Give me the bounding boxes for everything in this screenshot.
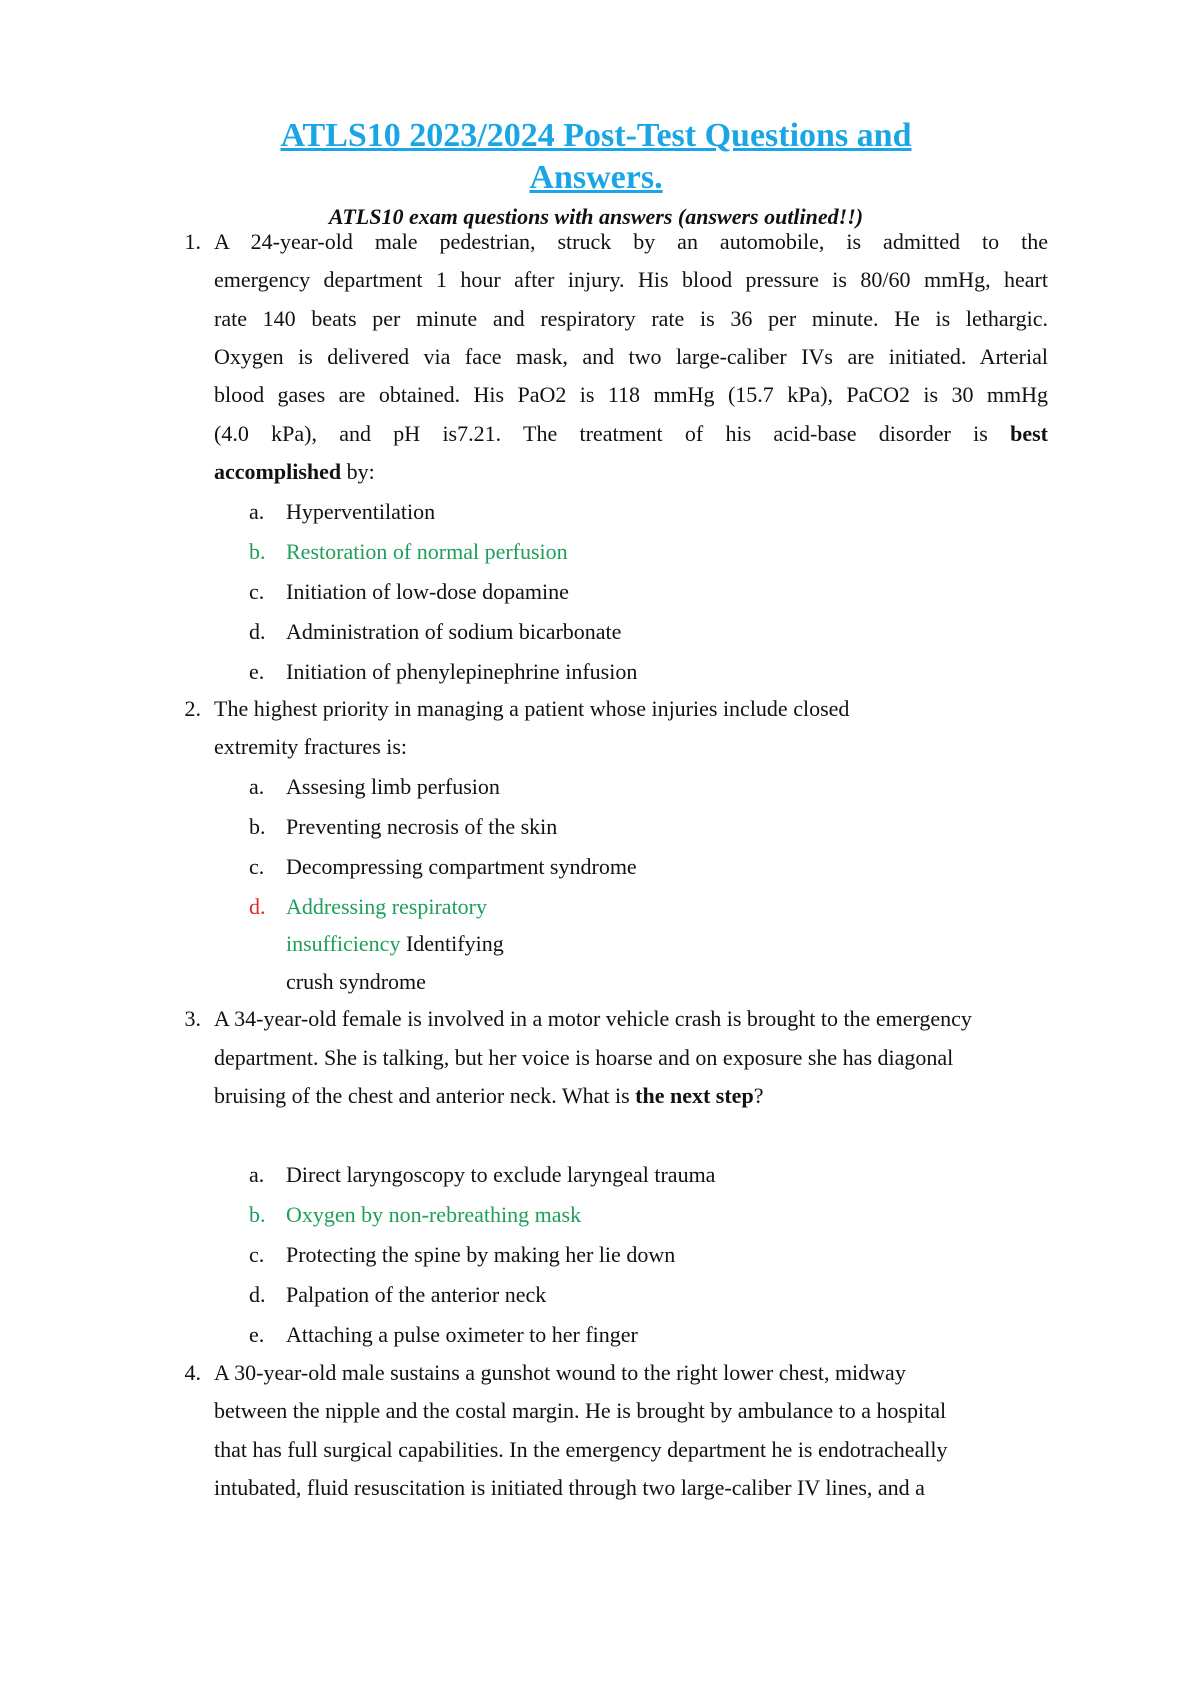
- option-letter: e.: [249, 659, 265, 684]
- question-number: 3.: [184, 1006, 201, 1031]
- option-letter: a.: [249, 1162, 265, 1187]
- option-text: Hyperventilation: [286, 499, 436, 524]
- option-text: Palpation of the anterior neck: [286, 1282, 547, 1307]
- document-subtitle: ATLS10 exam questions with answers (answers outlined!!): [328, 204, 864, 229]
- option-text: Assesing limb perfusion: [286, 774, 500, 799]
- question-text-line: rate 140 beats per minute and respiratory rate is 36 per minute. He is lethargic.: [214, 306, 1048, 331]
- question-text-line: department. She is talking, but her voice is hoarse and on exposure she has diagonal: [214, 1045, 954, 1070]
- option-letter: d.: [249, 1282, 266, 1307]
- emphasis-text: the next step: [635, 1083, 754, 1108]
- option-text-correct: Restoration of normal perfusion: [286, 539, 568, 564]
- question-text-span: bruising of the chest and anterior neck. What is: [214, 1083, 630, 1108]
- option-text: Direct laryngoscopy to exclude laryngeal trauma: [286, 1162, 716, 1187]
- option-text-correct: Oxygen by non-rebreathing mask: [286, 1202, 582, 1227]
- document-title: [0, 115, 1192, 199]
- question-text-line: A 30-year-old male sustains a gunshot wound to the right lower chest, midway: [214, 1360, 906, 1385]
- question-text-line: The highest priority in managing a patient whose injuries include closed: [214, 696, 850, 721]
- question-text-line: that has full surgical capabilities. In the emergency department he is endotracheally: [214, 1437, 948, 1462]
- option-letter-marked: d.: [249, 894, 266, 919]
- option-letter: a.: [249, 774, 265, 799]
- option-letter: c.: [249, 1242, 265, 1267]
- option-letter: d.: [249, 619, 266, 644]
- option-letter-correct: b.: [249, 1202, 266, 1227]
- question-text-line: emergency department 1 hour after injury. His blood pressure is 80/60 mmHg, heart: [214, 267, 1048, 292]
- question-text-line: extremity fractures is:: [214, 734, 408, 759]
- emphasis-text: best: [1010, 421, 1049, 446]
- option-text: Initiation of low-dose dopamine: [286, 579, 569, 604]
- question-text-line: Oxygen is delivered via face mask, and two large-caliber IVs are initiated. Arterial: [214, 344, 1048, 369]
- question-number: 2.: [184, 696, 201, 721]
- option-text: Protecting the spine by making her lie down: [286, 1242, 676, 1267]
- question-text-line: [214, 459, 1048, 485]
- option-letter: c.: [249, 579, 265, 604]
- option-letter: a.: [249, 499, 265, 524]
- option-letter: c.: [249, 854, 265, 879]
- question-text-span: ?: [753, 1083, 764, 1108]
- option-text: Attaching a pulse oximeter to her finger: [286, 1322, 638, 1347]
- option-text-span: Identifying: [400, 931, 504, 956]
- question-text-line: intubated, fluid resuscitation is initiated through two large-caliber IV lines, and a: [214, 1475, 925, 1500]
- question-number: 4.: [184, 1360, 201, 1385]
- option-letter: b.: [249, 814, 266, 839]
- title-line-2: Answers.: [529, 159, 663, 196]
- question-text-line: [214, 421, 1048, 447]
- question-text-line: A 24-year-old male pedestrian, struck by an automobile, is admitted to the: [214, 229, 1048, 254]
- question-text-line: between the nipple and the costal margin. He is brought by ambulance to a hospital: [214, 1398, 947, 1423]
- question-text-span: by:: [341, 459, 375, 484]
- option-text: Administration of sodium bicarbonate: [286, 619, 622, 644]
- option-text: Preventing necrosis of the skin: [286, 814, 558, 839]
- option-letter-correct: b.: [249, 539, 266, 564]
- emphasis-text: accomplished: [214, 459, 342, 484]
- option-text: Decompressing compartment syndrome: [286, 854, 637, 879]
- option-text-continued: crush syndrome: [286, 969, 426, 994]
- option-text-continued: [286, 931, 504, 957]
- question-text-span: (4.0 kPa), and pH is7.21. The treatment of his acid-base disorder is: [214, 421, 988, 446]
- question-text-line: A 34-year-old female is involved in a motor vehicle crash is brought to the emergency: [214, 1006, 972, 1031]
- option-text-correct: Addressing respiratory: [286, 894, 488, 919]
- question-number: 1.: [184, 229, 201, 254]
- question-text-line: [214, 1083, 1048, 1109]
- title-line-1: ATLS10 2023/2024 Post-Test Questions and: [280, 117, 912, 154]
- option-text-correct: insufficiency: [286, 931, 401, 956]
- question-text-line: blood gases are obtained. His PaO2 is 118 mmHg (15.7 kPa), PaCO2 is 30 mmHg: [214, 382, 1048, 407]
- option-text: Initiation of phenylepinephrine infusion: [286, 659, 638, 684]
- option-letter: e.: [249, 1322, 265, 1347]
